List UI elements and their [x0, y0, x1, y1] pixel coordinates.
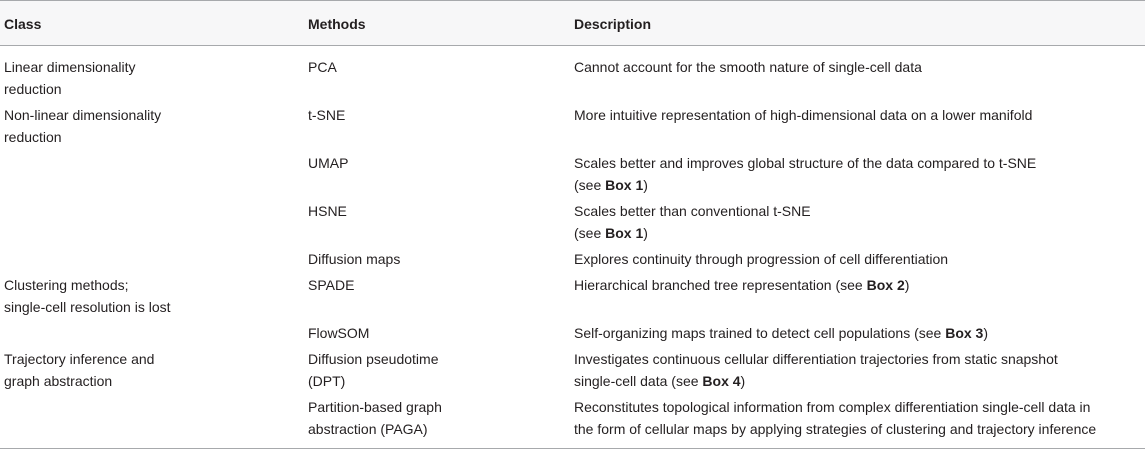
description-reference [574, 370, 1145, 392]
description-reference [574, 174, 1145, 196]
description-reference [574, 222, 1145, 244]
cell-description [568, 100, 1145, 148]
cell-desc-line: Investigates continuous cellular differentiation trajectories from static snapshot [574, 351, 1058, 367]
cell-method [302, 392, 568, 449]
cell-class-line: single-cell resolution is lost [4, 299, 171, 315]
cell-method [302, 244, 568, 270]
cell-method [302, 148, 568, 196]
cell-method-line: Partition-based graph [308, 399, 442, 415]
cell-class [0, 148, 302, 196]
box-reference: Box 4 [702, 373, 741, 389]
cell-method [302, 318, 568, 344]
cell-description [568, 318, 1145, 344]
cell-method [302, 344, 568, 392]
description-reference [574, 274, 1145, 296]
cell-description [568, 196, 1145, 244]
cell-description [568, 46, 1145, 101]
cell-method [302, 196, 568, 244]
cell-class-line: Trajectory inference and [4, 351, 155, 367]
cell-class-line: reduction [4, 81, 62, 97]
cell-desc-line: Scales better and improves global structure of the data compared to t-SNE [574, 155, 1037, 171]
cell-class-line: graph abstraction [4, 373, 113, 389]
cell-description [568, 392, 1145, 449]
cell-description [568, 270, 1145, 318]
cell-desc-line: More intuitive representation of high-dimensional data on a lower manifold [574, 107, 1033, 123]
cell-description [568, 344, 1145, 392]
reference-suffix: ) [983, 325, 989, 341]
description-reference [574, 322, 1145, 344]
table-row [0, 318, 1145, 344]
cell-method-line: FlowSOM [308, 325, 370, 341]
table-row [0, 344, 1145, 392]
cell-class [0, 318, 302, 344]
cell-method-line: HSNE [308, 203, 347, 219]
reference-text: Self-organizing maps trained to detect cell populations (see [574, 325, 946, 341]
header-row [0, 1, 1145, 46]
cell-desc-line: Cannot account for the smooth nature of single-cell data [574, 59, 922, 75]
cell-desc-line: Explores continuity through progression of cell differentiation [574, 251, 949, 267]
header-class: Class [0, 1, 302, 46]
cell-method-line: SPADE [308, 277, 355, 293]
header-methods: Methods [302, 1, 568, 46]
box-reference: Box 3 [945, 325, 984, 341]
cell-method-line: t-SNE [308, 107, 346, 123]
cell-class [0, 46, 302, 101]
cell-class [0, 244, 302, 270]
table-row [0, 46, 1145, 101]
cell-method [302, 270, 568, 318]
cell-method [302, 46, 568, 101]
cell-class [0, 270, 302, 318]
cell-method-line: abstraction (PAGA) [308, 421, 428, 437]
cell-method-line: Diffusion maps [308, 251, 401, 267]
table-row [0, 392, 1145, 449]
cell-class-line: Clustering methods; [4, 277, 129, 293]
reference-text: single-cell data (see [574, 373, 703, 389]
header-description: Description [568, 1, 1145, 46]
cell-method-line: (DPT) [308, 373, 346, 389]
reference-text: (see [574, 177, 606, 193]
reference-text: Hierarchical branched tree representation (see [574, 277, 867, 293]
cell-class [0, 392, 302, 449]
cell-class [0, 344, 302, 392]
cell-class-line: Linear dimensionality [4, 59, 136, 75]
cell-desc-line: the form of cellular maps by applying strategies of clustering and trajectory inference [574, 421, 1097, 437]
reference-suffix: ) [643, 225, 648, 241]
box-reference: Box 1 [605, 225, 644, 241]
cell-method [302, 100, 568, 148]
table-row [0, 244, 1145, 270]
cell-method-line: Diffusion pseudotime [308, 351, 439, 367]
box-reference: Box 2 [866, 277, 905, 293]
cell-description [568, 244, 1145, 270]
table-row [0, 196, 1145, 244]
cell-method-line: PCA [308, 59, 337, 75]
cell-desc-line: Reconstitutes topological information from complex differentiation single-cell data in [574, 399, 1091, 415]
cell-class [0, 100, 302, 148]
cell-description [568, 148, 1145, 196]
reference-suffix: ) [904, 277, 910, 293]
cell-desc-line: Scales better than conventional t-SNE [574, 203, 811, 219]
reference-suffix: ) [740, 373, 746, 389]
reference-suffix: ) [643, 177, 648, 193]
table-row [0, 270, 1145, 318]
cell-class [0, 196, 302, 244]
cell-class-line: Non-linear dimensionality [4, 107, 162, 123]
reference-text: (see [574, 225, 606, 241]
cell-method-line: UMAP [308, 155, 349, 171]
box-reference: Box 1 [605, 177, 644, 193]
table-row [0, 100, 1145, 148]
cell-class-line: reduction [4, 129, 62, 145]
table-row [0, 148, 1145, 196]
